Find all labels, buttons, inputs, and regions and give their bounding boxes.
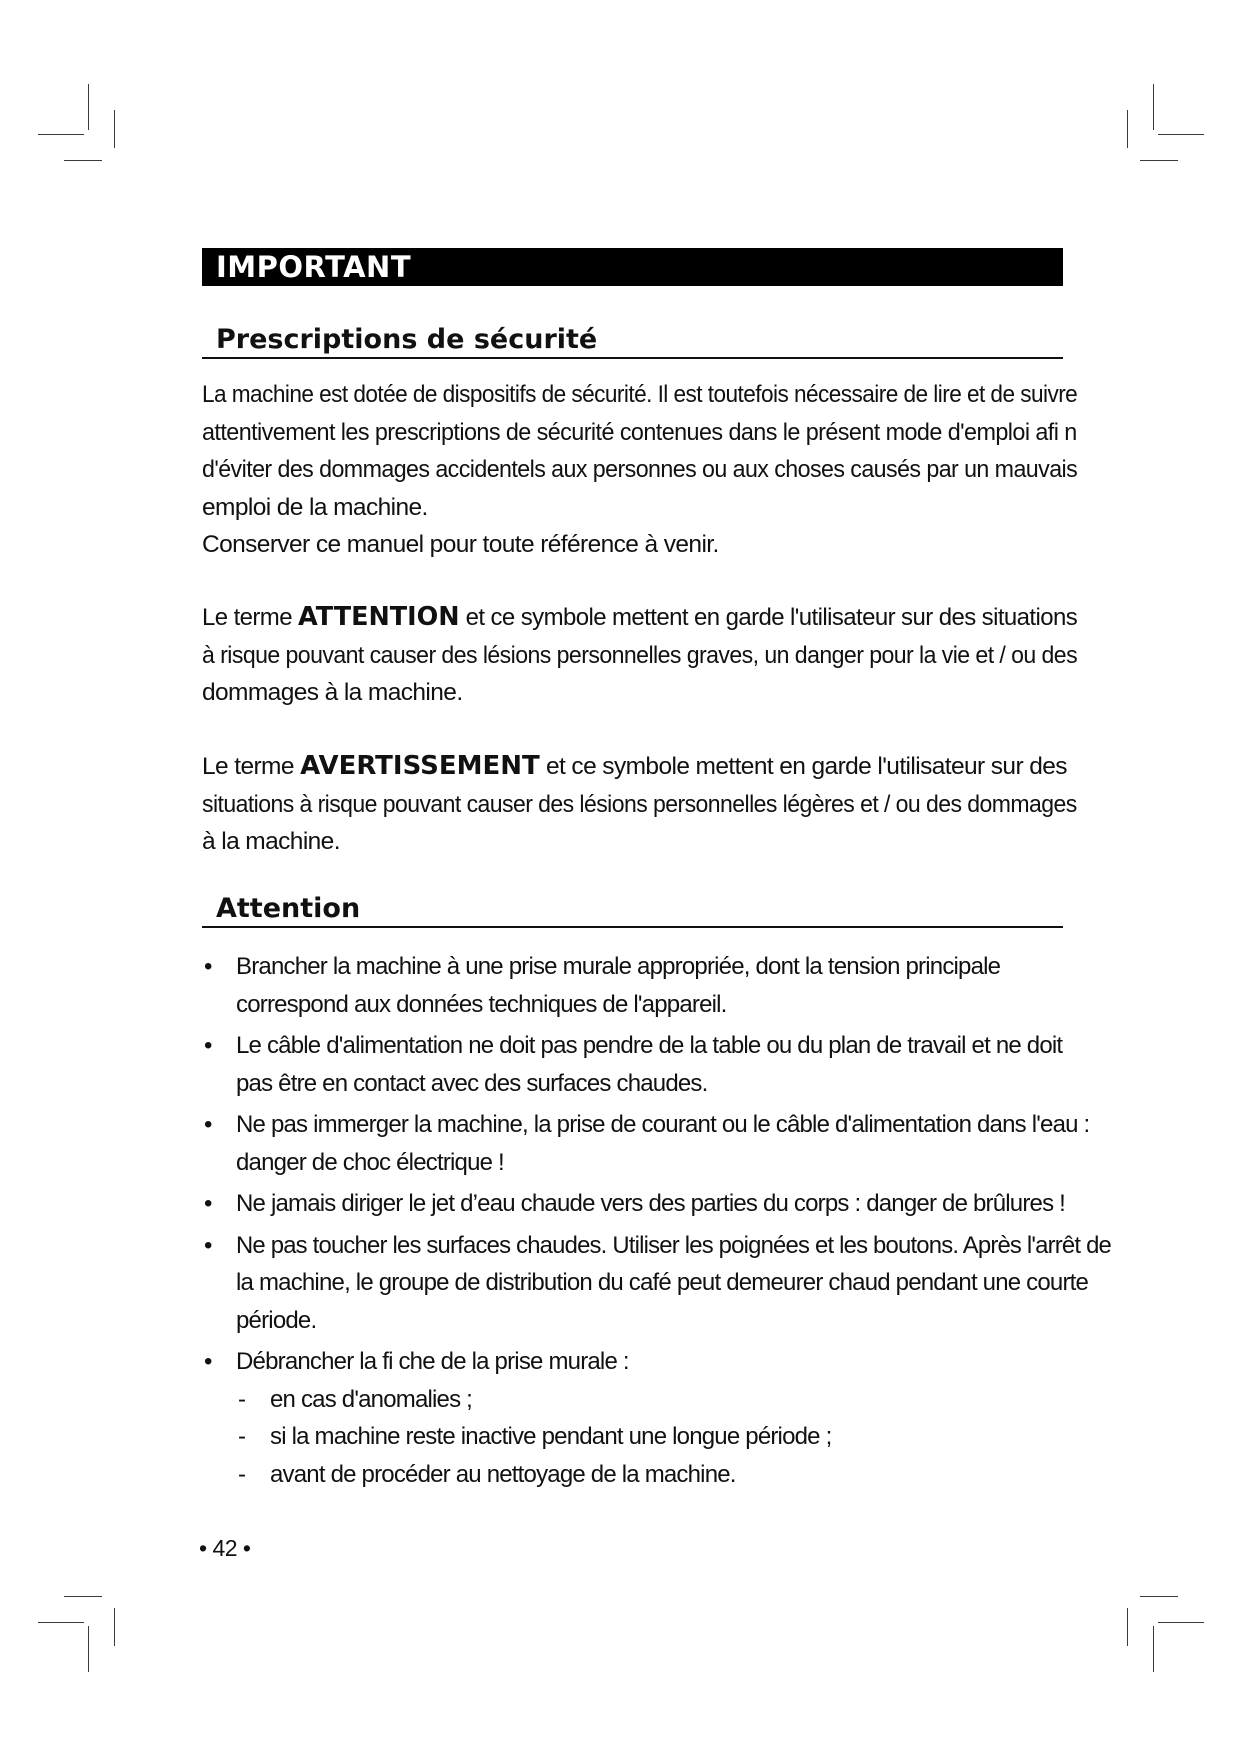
text-line: La machine est dotée de dispositifs de sécurité. Il est toutefois nécessaire de lire et de suivre [202,381,1078,408]
term-avertissement: AVERTISSEMENT [300,751,540,781]
crop-mark [1140,160,1178,161]
safety-intro [202,376,1078,564]
text-line: à la machine. [202,828,340,855]
text-line: • Brancher la machine à une prise murale appropriée, dont la tension principale [236,953,1001,980]
page-number: • 42 • [199,1535,251,1561]
list-item [202,1227,1112,1340]
attention-bullet-list [202,948,1112,1497]
text-line: • Ne pas toucher les surfaces chaudes. Utiliser les poignées et les boutons. Après l'arrêt de [236,1231,1112,1259]
crop-mark [64,1596,102,1597]
crop-mark [88,84,89,130]
crop-mark [114,1608,115,1646]
crop-mark [1153,1626,1154,1672]
text-line: correspond aux données techniques de l'appareil. [236,990,727,1018]
crop-mark [1140,1596,1178,1597]
crop-mark [1127,1608,1128,1646]
crop-mark [64,160,102,161]
list-item [202,1185,1082,1223]
attention-definition [202,599,1078,712]
text-line: • Débrancher la fi che de la prise murale : [236,1348,629,1375]
crop-mark [1158,134,1204,135]
text-line [202,599,1078,637]
text-line: • Ne jamais diriger le jet d’eau chaude vers des parties du corps : danger de brûlures ! [236,1190,1066,1217]
crop-mark [1127,110,1128,148]
sub-list-item: - avant de procéder au nettoyage de la machine. [236,1456,1082,1494]
text-line: danger de choc électrique ! [236,1148,504,1176]
crop-mark [38,134,84,135]
crop-mark [1158,1622,1204,1623]
text-line: dommages à la machine. [202,679,463,706]
text-line: la machine, le groupe de distribution du café peut demeurer chaud pendant une courte [236,1269,1089,1296]
text-prefix: Le terme [202,604,299,631]
crop-mark [114,110,115,148]
text-prefix: Le terme [202,753,301,780]
text-line: emploi de la machine. [202,493,428,521]
list-item [202,1343,1082,1493]
important-banner [202,248,1063,286]
text-line: pas être en contact avec des surfaces chaudes. [236,1069,708,1097]
list-item [202,1027,1082,1102]
crop-mark [1153,84,1154,130]
text-line: situations à risque pouvant causer des lésions personnelles légères et / ou des dommages [202,790,1077,818]
important-label: IMPORTANT [216,250,412,284]
text-rest: et ce symbole mettent en garde l'utilisateur sur des situations [459,604,1078,631]
sub-list-item: - si la machine reste inactive pendant une longue période ; [236,1418,1082,1456]
keep-manual-note: Conserver ce manuel pour toute référence à venir. [202,531,719,558]
text-line: attentivement les prescriptions de sécurité contenues dans le présent mode d'emploi afi n [202,418,1077,446]
list-item [202,948,1082,1023]
text-line: à risque pouvant causer des lésions personnelles graves, un danger pour la vie et / ou des [202,641,1078,669]
text-line: d'éviter des dommages accidentels aux personnes ou aux choses causés par un mauvais [202,456,1078,483]
section-title-attention: Attention [202,892,1063,928]
text-line: • Le câble d'alimentation ne doit pas pendre de la table ou du plan de travail et ne doit [236,1032,1063,1059]
section-title-safety: Prescriptions de sécurité [202,323,1063,359]
crop-mark [88,1626,89,1672]
sub-list-item: - en cas d'anomalies ; [236,1381,1082,1419]
text-line: • Ne pas immerger la machine, la prise de courant ou le câble d'alimentation dans l'eau : [236,1111,1090,1138]
list-item [202,1106,1090,1181]
crop-mark [38,1622,84,1623]
text-rest: et ce symbole mettent en garde l'utilisateur sur des [539,753,1067,780]
avertissement-definition [202,748,1077,861]
sub-list [236,1381,1082,1494]
text-line [202,748,1072,786]
term-attention: ATTENTION [298,602,460,632]
text-line: période. [236,1306,317,1334]
